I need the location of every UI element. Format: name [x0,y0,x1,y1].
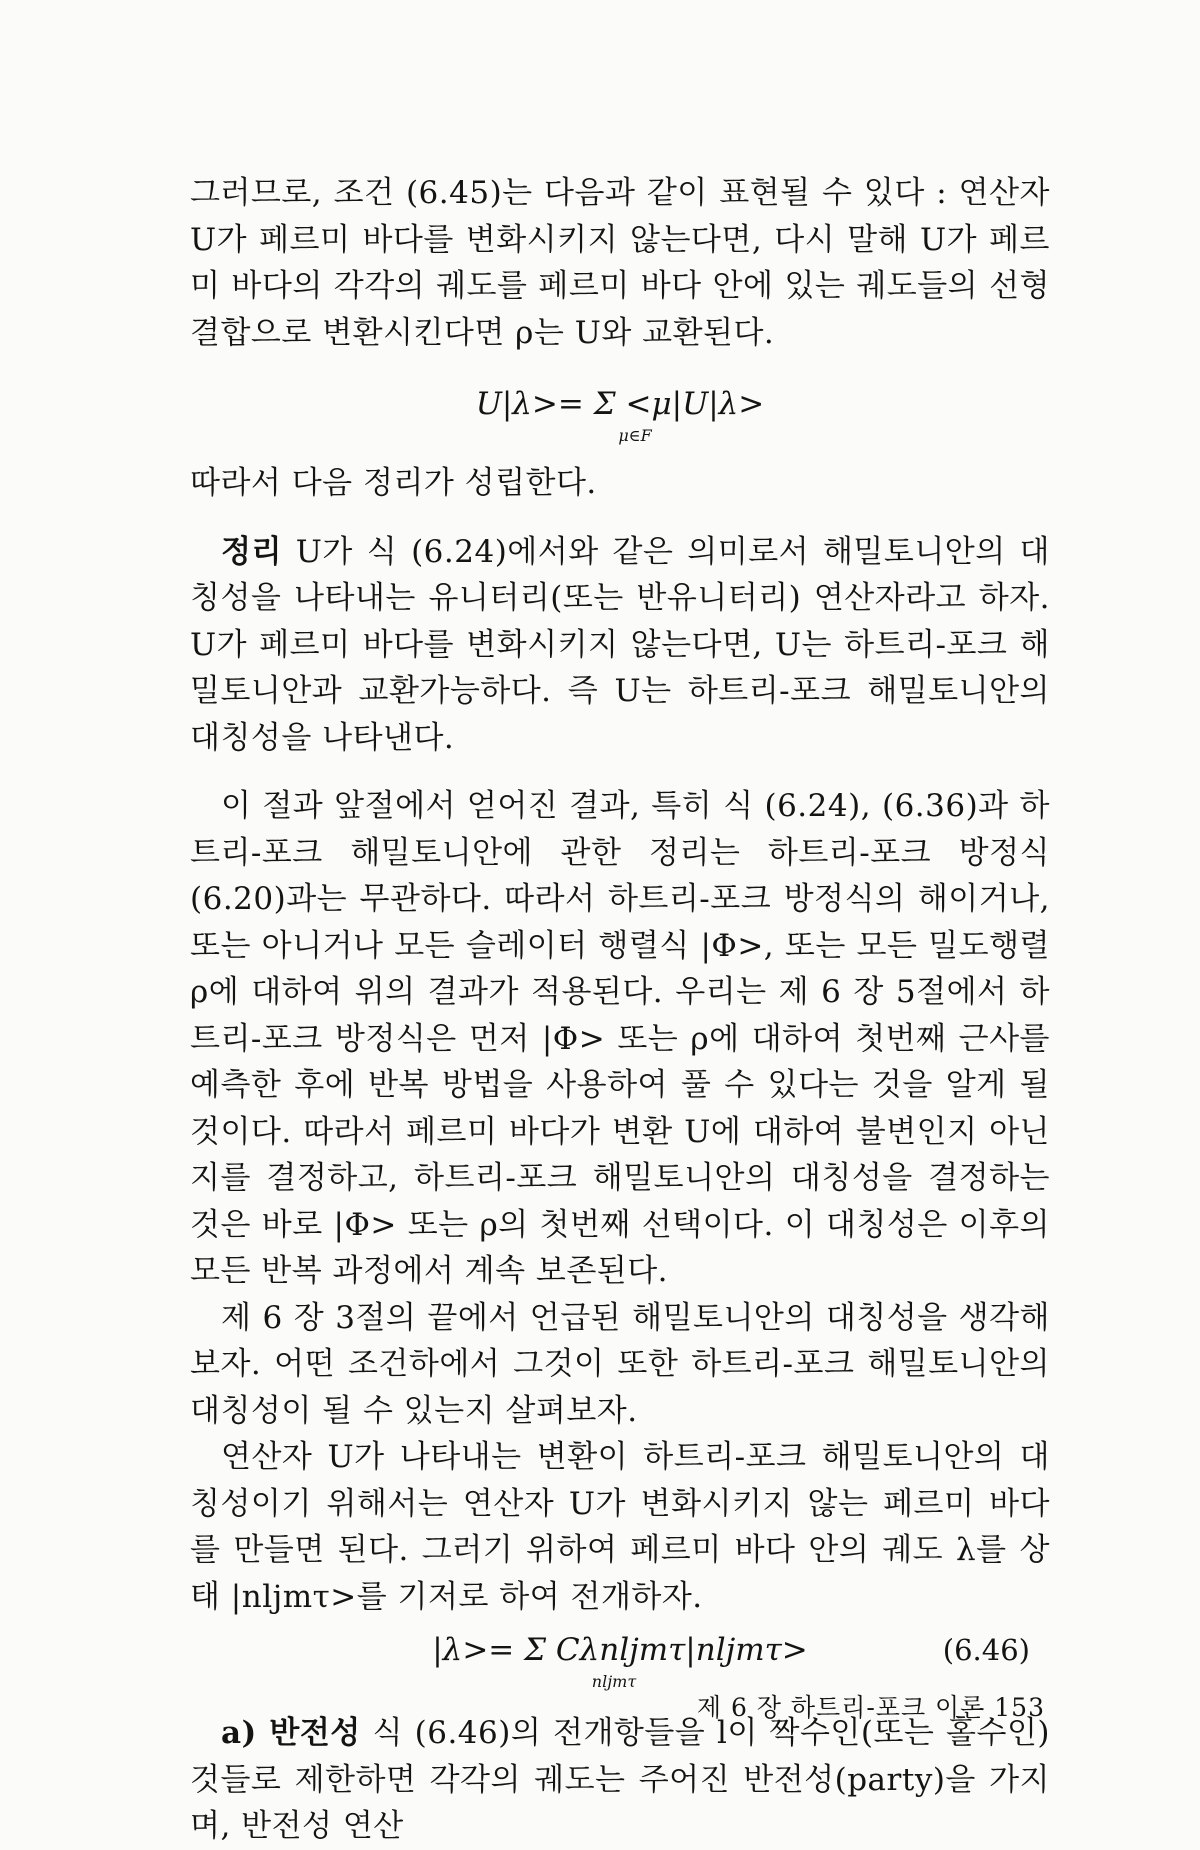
theorem-text: U가 식 (6.24)에서와 같은 의미로서 해밀토니안의 대칭성을 나타내는 유니터리(또는 반유니터리) 연산자라고 하자. U가 페르미 바다를 변화시키지 않는다면, U는 하트리-포크 해밀토니안과 교환가능하다. 즉 U는 하트리-포크 해밀토니안의 대칭성을 나타낸다. [190,533,1050,756]
equation-sum-subscript: nljmτ [591,1672,637,1691]
parity-text: 식 (6.46)의 전개항들을 l이 짝수인(또는 홀수인) 것들로 제한하면 각각의 궤도는 주어진 반전성(party)을 가지며, 반전성 연산 [190,1715,1050,1844]
parity-label: a) 반전성 [221,1715,361,1751]
paragraph-6: 연산자 U가 나타내는 변환이 하트리-포크 해밀토니안의 대칭성이기 위해서는 연산자 U가 변화시키지 않는 페르미 바다를 만들면 된다. 그러기 위하여 페르미 바다 안의 궤도 λ를 상태 |nljmτ>를 기저로 하여 전개하자. [190,1439,1050,1615]
paragraph-4: 이 절과 앞절에서 얻어진 결과, 특히 식 (6.24), (6.36)과 하트리-포크 해밀토니안에 관한 정리는 하트리-포크 방정식 (6.20)과는 무관하다. 따라서 하트리-포크 방정식의 해이거나, 또는 아니거나 모든 슬레이터 행렬식 |Φ>, 또는 모든 밀도행렬 ρ에 대하여 위의 결과가 적용된다. 우리는 제 6 장 5절에서 하트리-포크 방정식은 먼저 |Φ> 또는 ρ에 대하여 첫번째 근사를 예측한 후에 반복 방법을 사용하여 풀 수 있다는 것을 알게 될 것이다. 따라서 페르미 바다가 변환 U에 대하여 불변인지 아닌지를 결정하고, 하트리-포크 해밀토니안의 대칭성을 결정하는 것은 바로 |Φ> 또는 ρ의 첫번째 선택이다. 이 대칭성은 이후의 모든 반복 과정에서 계속 보존된다. [190,788,1050,1289]
equation-main: U|λ>= Σ <μ|U|λ> [475,386,765,422]
equation-sum-subscript: μ∈F [618,426,652,445]
page-body [190,170,1050,1850]
equation-projection [190,382,1050,446]
paragraph-parity [190,1710,1050,1850]
equation-number: (6.46) [942,1633,1030,1667]
paragraph-theorem [190,529,1050,762]
theorem-label: 정리 [221,533,282,570]
page-footer: 제 6 장 하트리-포크 이론 153 [696,1693,1045,1722]
paragraph-5: 제 6 장 3절의 끝에서 언급된 해밀토니안의 대칭성을 생각해 보자. 어떤 조건하에서 그것이 또한 하트리-포크 해밀토니안의 대칭성이 될 수 있는지 살펴보자. [190,1299,1050,1429]
paragraph-2: 따라서 다음 정리가 성립한다. [190,465,597,501]
equation-6-46 [190,1628,1050,1692]
equation-main: |λ>= Σ Cλnljmτ|nljmτ> [432,1632,808,1668]
paragraph-1: 그러므로, 조건 (6.45)는 다음과 같이 표현될 수 있다 : 연산자 U가 페르미 바다를 변화시키지 않는다면, 다시 말해 U가 페르미 바다의 각각의 궤도를 페르미 바다 안에 있는 궤도들의 선형결합으로 변환시킨다면 ρ는 U와 교환된다. [190,175,1050,351]
